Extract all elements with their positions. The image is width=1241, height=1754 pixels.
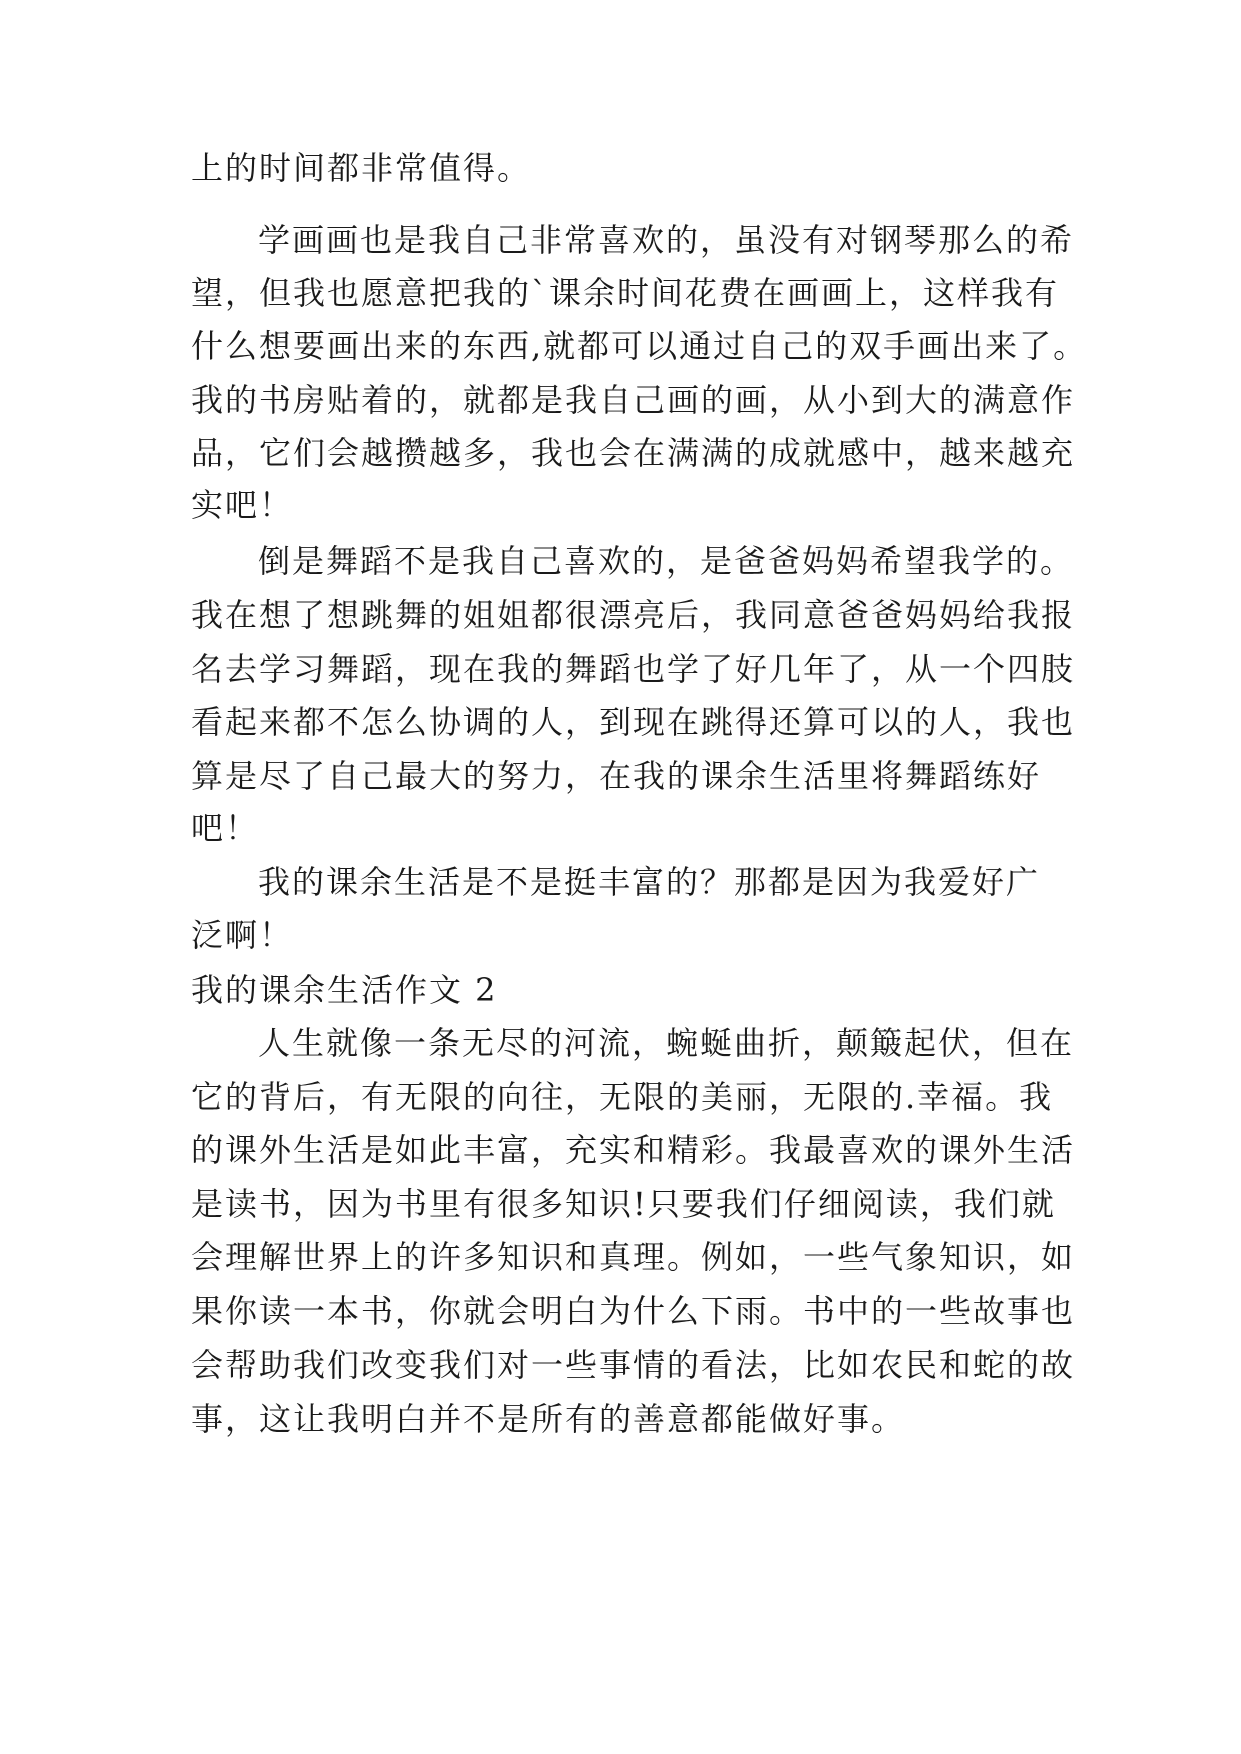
text-line: 名去学习舞蹈，现在我的舞蹈也学了好几年了，从一个四肢: [191, 650, 1076, 688]
text-line: 实吧！: [191, 486, 294, 524]
text-line: 上的时间都非常值得。: [191, 149, 532, 187]
text-line: 我在想了想跳舞的姐姐都很漂亮后，我同意爸爸妈妈给我报: [191, 596, 1076, 634]
text-line: 是读书，因为书里有很多知识!只要我们仔细阅读，我们就: [191, 1185, 1056, 1223]
text-line: 望，但我也愿意把我的`课余时间花费在画画上，这样我有: [191, 274, 1060, 312]
text-line: 吧！: [191, 809, 260, 847]
section-heading: 我的课余生活作文 2: [191, 971, 498, 1009]
text-line: 它的背后，有无限的向往，无限的美丽，无限的.幸福。我: [191, 1078, 1054, 1116]
text-line: 看起来都不怎么协调的人，到现在跳得还算可以的人，我也: [191, 703, 1076, 741]
text-line: 品，它们会越攒越多，我也会在满满的成就感中，越来越充: [191, 434, 1076, 472]
text-line: 算是尽了自己最大的努力，在我的课余生活里将舞蹈练好: [191, 757, 1042, 795]
text-line: 泛啊！: [191, 916, 294, 954]
paragraph-start-line: 人生就像一条无尽的河流，蜿蜒曲折，颠簸起伏，但在: [258, 1024, 1075, 1062]
text-line: 什么想要画出来的东西,就都可以通过自己的双手画出来了。: [191, 327, 1088, 365]
paragraph-start-line: 学画画也是我自己非常喜欢的，虽没有对钢琴那么的希: [258, 221, 1075, 259]
paragraph-start-line: 我的课余生活是不是挺丰富的？那都是因为我爱好广: [258, 863, 1041, 901]
text-line: 的课外生活是如此丰富，充实和精彩。我最喜欢的课外生活: [191, 1131, 1076, 1169]
paragraph-start-line: 倒是舞蹈不是我自己喜欢的，是爸爸妈妈希望我学的。: [258, 542, 1075, 580]
text-line: 我的书房贴着的，就都是我自己画的画，从小到大的满意作: [191, 381, 1076, 419]
text-line: 果你读一本书，你就会明白为什么下雨。书中的一些故事也: [191, 1292, 1076, 1330]
text-line: 事，这让我明白并不是所有的善意都能做好事。: [191, 1400, 906, 1438]
text-line: 会理解世界上的许多知识和真理。例如，一些气象知识，如: [191, 1238, 1076, 1276]
text-line: 会帮助我们改变我们对一些事情的看法，比如农民和蛇的故: [191, 1346, 1076, 1384]
